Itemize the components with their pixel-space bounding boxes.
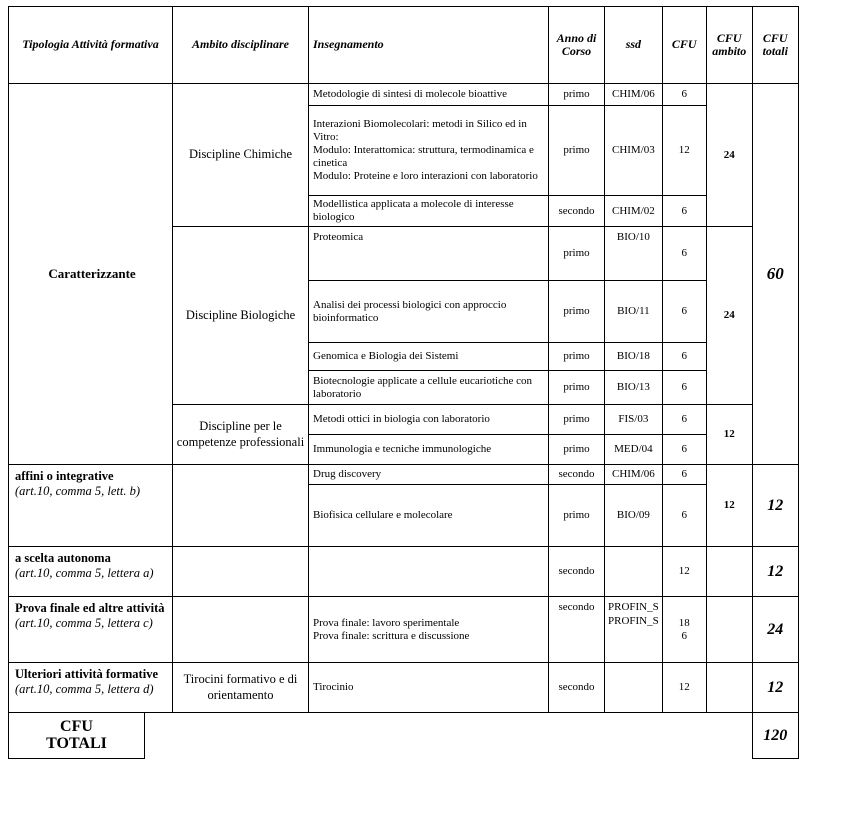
cfu-totali-scelta: 12 bbox=[752, 547, 798, 597]
insegnamento-cell: Proteomica bbox=[309, 227, 549, 281]
insegnamento-line: Modulo: Proteine e loro interazioni con laboratorio bbox=[313, 170, 538, 183]
cfu-cell bbox=[662, 597, 706, 663]
cfu-cell: 6 bbox=[662, 485, 706, 547]
footer-empty bbox=[145, 713, 753, 759]
ssd-cell: BIO/11 bbox=[605, 281, 663, 343]
cfu-totali-label-line: TOTALI bbox=[46, 734, 107, 752]
cfu-totali-label-line: CFU bbox=[60, 718, 93, 736]
header-ssd: ssd bbox=[605, 7, 663, 84]
insegnamento-cell: Genomica e Biologia dei Sistemi bbox=[309, 343, 549, 371]
ambito-prova-empty bbox=[173, 597, 309, 663]
insegnamento-cell: Metodologie di sintesi di molecole bioattive bbox=[309, 84, 549, 106]
header-insegnamento: Insegnamento bbox=[309, 7, 549, 84]
cfu-ambito-chimiche: 24 bbox=[706, 84, 752, 227]
cfu-ambito-professionali: 12 bbox=[706, 405, 752, 465]
header-cfu: CFU bbox=[662, 7, 706, 84]
tipologia-note: (art.10, comma 5, lett. b) bbox=[15, 483, 140, 498]
anno-cell: primo bbox=[549, 227, 605, 281]
cfu-ambito-scelta-empty bbox=[706, 547, 752, 597]
insegnamento-cell: Tirocinio bbox=[309, 663, 549, 713]
tipologia-scelta bbox=[9, 547, 173, 597]
ssd-cell: BIO/13 bbox=[605, 371, 663, 405]
cfu-cell: 6 bbox=[662, 435, 706, 465]
ssd-scelta-empty bbox=[605, 547, 663, 597]
table-row bbox=[9, 547, 799, 597]
table-row bbox=[9, 465, 799, 485]
curriculum-table-wrapper bbox=[8, 6, 799, 759]
tipologia-title: affini o integrative bbox=[15, 469, 114, 484]
anno-cell: secondo bbox=[549, 597, 605, 663]
ssd-cell: CHIM/02 bbox=[605, 196, 663, 227]
ssd-cell: BIO/09 bbox=[605, 485, 663, 547]
cfu-totali-ulteriori: 12 bbox=[752, 663, 798, 713]
insegnamento-cell: Drug discovery bbox=[309, 465, 549, 485]
insegnamento-cell: Biotecnologie applicate a cellule eucariotiche con laboratorio bbox=[309, 371, 549, 405]
cfu-cell: 6 bbox=[662, 281, 706, 343]
tipologia-ulteriori bbox=[9, 663, 173, 713]
ambito-tirocini: Tirocini formativo e di orientamento bbox=[173, 663, 309, 713]
cfu-totali-grand: 120 bbox=[752, 713, 798, 759]
cfu-cell: 6 bbox=[662, 227, 706, 281]
table-row bbox=[9, 597, 799, 663]
insegnamento-cell bbox=[309, 106, 549, 196]
ssd-cell bbox=[605, 597, 663, 663]
insegnamento-line: Interazioni Biomolecolari: metodi in Silico ed in Vitro: bbox=[313, 117, 527, 143]
cfu-cell: 6 bbox=[662, 343, 706, 371]
cfu-cell: 6 bbox=[662, 465, 706, 485]
insegnamento-line: Modulo: Interattomica: struttura, termodinamica e cinetica bbox=[313, 143, 534, 170]
anno-cell: primo bbox=[549, 485, 605, 547]
tipologia-note: (art.10, comma 5, lettera a) bbox=[15, 565, 154, 580]
insegnamento-cell bbox=[309, 597, 549, 663]
insegnamento-cell: Analisi dei processi biologici con approccio bioinformatico bbox=[309, 281, 549, 343]
cfu-totali-label bbox=[9, 713, 145, 759]
cfu-ambito-ulteriori-empty bbox=[706, 663, 752, 713]
tipologia-title: a scelta autonoma bbox=[15, 551, 111, 566]
cfu-cell: 6 bbox=[662, 371, 706, 405]
ssd-line: PROFIN_S bbox=[608, 601, 659, 614]
anno-cell: primo bbox=[549, 84, 605, 106]
cfu-ambito-biologiche: 24 bbox=[706, 227, 752, 405]
anno-cell: primo bbox=[549, 281, 605, 343]
header-ambito: Ambito disciplinare bbox=[173, 7, 309, 84]
tipologia-title: Prova finale ed altre attività bbox=[15, 601, 165, 616]
cfu-cell: 6 bbox=[662, 84, 706, 106]
ambito-biologiche: Discipline Biologiche bbox=[173, 227, 309, 405]
ambito-scelta-empty bbox=[173, 547, 309, 597]
anno-cell: secondo bbox=[549, 663, 605, 713]
header-row bbox=[9, 7, 799, 84]
ssd-cell: BIO/18 bbox=[605, 343, 663, 371]
cfu-totali-caratterizzante: 60 bbox=[752, 84, 798, 465]
header-cfu-totali: CFU totali bbox=[752, 7, 798, 84]
cfu-cell: 12 bbox=[662, 663, 706, 713]
insegnamento-line: Prova finale: scrittura e discussione bbox=[313, 629, 470, 642]
header-cfu-ambito: CFU ambito bbox=[706, 7, 752, 84]
ssd-cell: FIS/03 bbox=[605, 405, 663, 435]
insegnamento-cell: Modellistica applicata a molecole di interesse biologico bbox=[309, 196, 549, 227]
tipologia-caratterizzante: Caratterizzante bbox=[9, 84, 173, 465]
header-tipologia: Tipologia Attività formativa bbox=[9, 7, 173, 84]
anno-cell: secondo bbox=[549, 547, 605, 597]
tipologia-affini bbox=[9, 465, 173, 547]
ssd-cell: MED/04 bbox=[605, 435, 663, 465]
cfu-line: 18 bbox=[678, 616, 690, 629]
cfu-line: 6 bbox=[681, 629, 687, 642]
ssd-cell: CHIM/03 bbox=[605, 106, 663, 196]
cfu-cell: 6 bbox=[662, 196, 706, 227]
ambito-affini-empty bbox=[173, 465, 309, 547]
ssd-ulteriori-empty bbox=[605, 663, 663, 713]
curriculum-table bbox=[8, 6, 799, 759]
table-row bbox=[9, 663, 799, 713]
ssd-line: PROFIN_S bbox=[608, 614, 659, 627]
anno-cell: primo bbox=[549, 435, 605, 465]
ssd-cell: BIO/10 bbox=[605, 227, 663, 281]
cfu-cell: 12 bbox=[662, 106, 706, 196]
insegnamento-line: Prova finale: lavoro sperimentale bbox=[313, 616, 460, 629]
anno-cell: primo bbox=[549, 343, 605, 371]
insegnamento-scelta-empty bbox=[309, 547, 549, 597]
cfu-cell: 6 bbox=[662, 405, 706, 435]
header-anno: Anno di Corso bbox=[549, 7, 605, 84]
anno-cell: primo bbox=[549, 106, 605, 196]
cfu-totali-prova: 24 bbox=[752, 597, 798, 663]
anno-cell: secondo bbox=[549, 465, 605, 485]
table-row bbox=[9, 84, 799, 106]
cfu-ambito-prova-empty bbox=[706, 597, 752, 663]
cfu-ambito-affini: 12 bbox=[706, 465, 752, 547]
ambito-chimiche: Discipline Chimiche bbox=[173, 84, 309, 227]
tipologia-prova bbox=[9, 597, 173, 663]
cfu-cell: 12 bbox=[662, 547, 706, 597]
insegnamento-cell: Biofisica cellulare e molecolare bbox=[309, 485, 549, 547]
tipologia-note: (art.10, comma 5, lettera c) bbox=[15, 615, 153, 630]
tipologia-note: (art.10, comma 5, lettera d) bbox=[15, 681, 154, 696]
ssd-cell: CHIM/06 bbox=[605, 84, 663, 106]
anno-cell: secondo bbox=[549, 196, 605, 227]
footer-row bbox=[9, 713, 799, 759]
ambito-professionali: Discipline per le competenze professionali bbox=[173, 405, 309, 465]
tipologia-title: Ulteriori attività formative bbox=[15, 667, 158, 682]
ssd-cell: CHIM/06 bbox=[605, 465, 663, 485]
anno-cell: primo bbox=[549, 371, 605, 405]
insegnamento-cell: Metodi ottici in biologia con laboratorio bbox=[309, 405, 549, 435]
cfu-totali-affini: 12 bbox=[752, 465, 798, 547]
anno-cell: primo bbox=[549, 405, 605, 435]
insegnamento-cell: Immunologia e tecniche immunologiche bbox=[309, 435, 549, 465]
